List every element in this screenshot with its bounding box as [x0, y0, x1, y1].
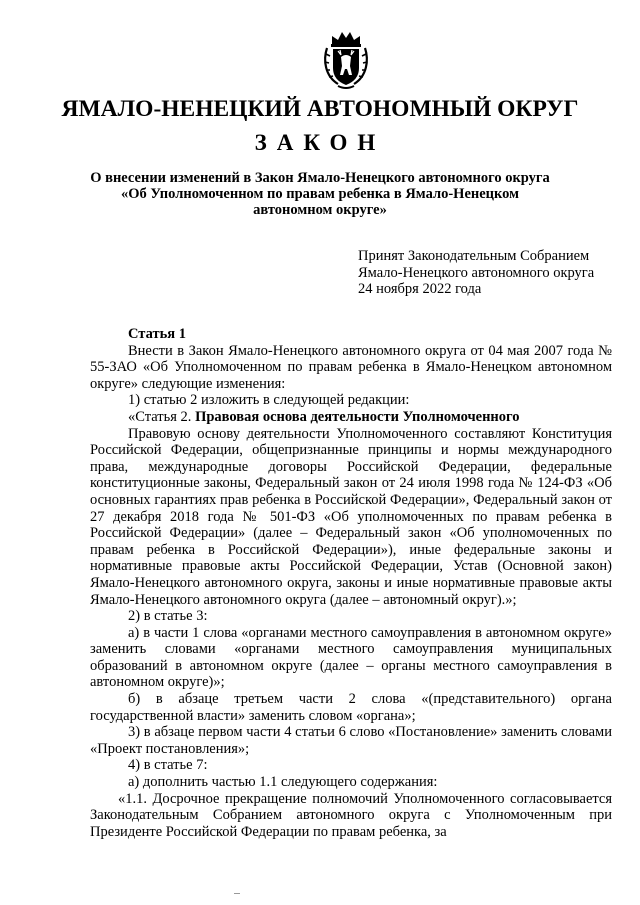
adoption-line: Принят Законодательным Собранием: [358, 248, 590, 264]
paragraph: 2) в статье 3:: [128, 608, 208, 625]
article-subtitle: Правовая основа деятельности Уполномоченного: [195, 408, 520, 425]
region-title: ЯМАЛО-НЕНЕЦКИЙ АВТОНОМНЫЙ ОКРУГ: [61, 96, 579, 122]
adoption-line: Ямало-Ненецкого автономного округа: [358, 264, 595, 281]
paragraph: 1) статью 2 изложить в следующей редакции:: [128, 392, 410, 409]
document-title: ЗАКОН: [254, 130, 386, 155]
document-body: [90, 326, 612, 840]
paragraph: 4) в статье 7:: [128, 757, 208, 774]
coat-of-arms-icon: [322, 30, 370, 90]
paragraph: «1.1. Досрочное прекращение полномочий Уполномоченного согласовывается Законодательным Собранием автономного округа с Уполномоченным при Президенте Российской Федерации по правам ребенка, за: [90, 790, 612, 840]
law-name: О внесении изменений в Закон Ямало-Ненецкого автономного округа «Об Уполномоченном по правам ребенка в Ямало-Ненецком автономном округе»: [90, 170, 550, 218]
paragraph: 3) в абзаце первом части 4 статьи 6 слово «Постановление» заменить словами «Проект постановления»;: [90, 724, 612, 757]
adoption-note: [358, 248, 628, 298]
article-heading: Статья 1: [128, 326, 186, 342]
adoption-date: 24 ноября 2022 года: [358, 281, 482, 297]
paragraph: а) в части 1 слова «органами местного самоуправления в автономном округе» заменить словами «органами местного самоуправления муниципальных образований в автономном округе (далее – органы местного самоуправления в автономном округе)»;: [90, 624, 612, 691]
paragraph: Правовую основу деятельности Уполномоченного составляют Конституция Российской Федерации, общепризнанные принципы и нормы международного права, международные договоры Российской Федерации, федеральные конституционные законы, Федеральный закон от 24 июля 1998 года № 124-ФЗ «Об основных гарантиях прав ребенка в Российской Федерации», Федеральный закон от 27 декабря 2018 года № 501-ФЗ «Об уполномоченных по правам ребенка в Российской Федерации» (далее – Федеральный закон «Об уполномоченных по правам ребенка в Российской Федерации»), иные федеральные законы и нормативные правовые акты Российской Федерации, Устав (Основной закон) Ямало-Ненецкого автономного округа, законы и иные нормативные правовые акты Ямало-Ненецкого автономного округа (далее – автономный округ).»;: [90, 425, 612, 608]
scan-mark: [234, 893, 240, 894]
paragraph: [90, 409, 612, 426]
paragraph: Внести в Закон Ямало-Ненецкого автономного округа от 04 мая 2007 года № 55-ЗАО «Об Уполномоченном по правам ребенка в Ямало-Ненецком автономном округе» следующие изменения:: [90, 342, 612, 392]
paragraph: б) в абзаце третьем части 2 слова «(представительного) органа государственной власти» заменить словом «органа»;: [90, 691, 612, 724]
article-prefix: «Статья 2.: [128, 408, 196, 425]
paragraph: а) дополнить частью 1.1 следующего содержания:: [128, 774, 438, 791]
